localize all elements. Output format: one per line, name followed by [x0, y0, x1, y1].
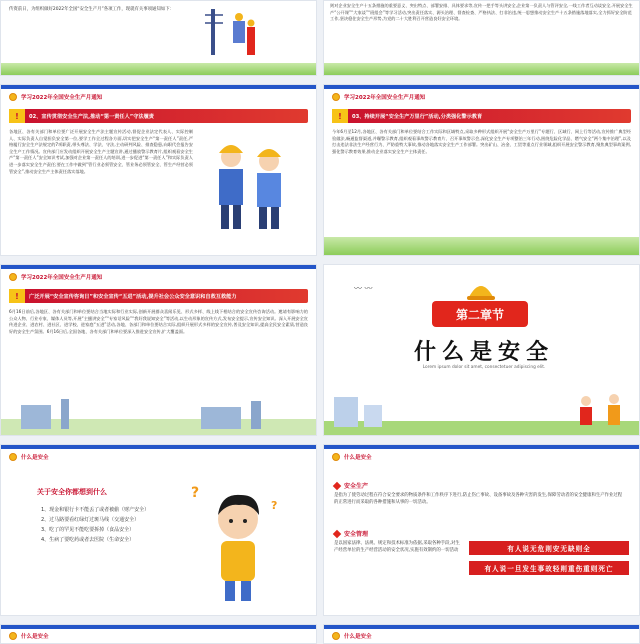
- slide-header-title: 什么是安全: [21, 634, 49, 640]
- helmet-icon: [9, 93, 17, 101]
- diamond-bullet-icon: [333, 481, 341, 489]
- notice-body-text: 则对企业安全生产十五条措施的重要意义、突出特点、部署安排、具体要求等,宣传一把手等头讲安全,企业第一负责人与管评安全,一线工作者互动谈安全,开展安全生产“公开课”“大家谈”“班组会”等学习活动,突出责任落实、源头治理、督查检查、严格执法、打非治违,统一思想推动安全生产十五条措施落地落实,全力抓好安全防范工作,坚决稳住安全生产形势,为党的二十大胜利召开营造良好安全环境。: [330, 3, 633, 22]
- production-safety-section: [334, 481, 624, 506]
- chapter-cover: [324, 265, 640, 436]
- electric-tower-illustration: [201, 1, 261, 61]
- section-banner: [9, 109, 308, 123]
- birds-decoration: 〰 〰: [354, 284, 373, 293]
- safety-management-section: [334, 529, 464, 554]
- section-body: 是指为了使劳动过程在符合安全要求的物质条件和工作秩序下进行,防止伤亡事故、设备事故及各种灾害的发生,保障劳动者的安全健康和生产作业过程的正常进行而采取的各种措施和从事的一切活动。: [334, 493, 623, 505]
- list-item: 2、过马路要看红绿灯过斑马线（交通安全）: [41, 517, 140, 523]
- slide-header: [324, 629, 639, 643]
- slide-header: [324, 89, 639, 105]
- thinking-boy-illustration: [201, 485, 276, 605]
- section-title: 安全管理: [344, 531, 369, 538]
- slide-header: [1, 89, 316, 105]
- slide-header: [1, 269, 316, 285]
- slide-partial-left[interactable]: [0, 624, 317, 644]
- slide-responsibility[interactable]: [0, 84, 317, 256]
- section-body-text: 6月16日前后,各地区、各有关部门和单位要结合当地实际和行业实际,创新开展群众喜闻乐见、形式多样、线上线下相结合的安全宣传咨询活动。邀请有影响力的公众人物、行业专家、媒体人员等,开展“主播讲安全”“专家话风险”“我好我说知安全”等活动,以生动形象的宣传方式,发布安全提示,宣传安全知识。深入开展安全宣传进企业、进农村、进社区、进学校、进家庭“五进”活动,各地、各部门和单位要结合实际,组织开展形式多样的安全宣传,普及安全知识,提高全民安全素质,营造良好的安全生产氛围。6月16日后,全国各地、各有关部门和单位要深入推进安全宣传,扩大覆盖面。: [9, 309, 308, 334]
- slide-header-title: 什么是安全: [344, 634, 372, 640]
- helmet-icon: [9, 453, 17, 461]
- section-body: 是以国家法律、法规、规定和技术标准为依据,采取各种手段,对生产经营单位的生产经营活动的安全状况,实施有效制约的一切活动: [334, 541, 460, 553]
- section-banner: [332, 109, 631, 123]
- helmet-icon: [332, 93, 340, 101]
- grass-decoration: [1, 63, 316, 75]
- grass-decoration: [324, 63, 639, 75]
- slide-header-title: 学习2022年全国安全生产月通知: [21, 95, 103, 101]
- slide-partial-right[interactable]: [323, 624, 640, 644]
- section-banner: [9, 289, 308, 303]
- section-banner-text: 广泛开展“安全宣传咨询日”和安全宣传“五进”活动,提升社会公众安全意识和自救互救能力: [29, 293, 237, 300]
- slide-header: [1, 629, 316, 643]
- safety-examples-list: [41, 505, 149, 545]
- section-body-text: 今年6月至12月,各地区、各有关部门和单位要结合工作实际和区域特点,采取多种形式组织开展“安全生产万里行”专题行、区域行、网上行等活动,宣传推广典型经验做法,畅通监督渠道,并曝警示教育,组织观看事故警示教育片、召开事故警示会,深化安全生产专项整治三年行动,围绕危险化学品、燃气安全“两个集中治理”,以及打击违法非法生产经营行为、严防重特大事故,推动各地落实安全生产工作部署。突出矿山、冶金、工贸等重点行业领域,组织开展安全警示教育,聚焦典型事故案例,强化警示教育效果,推动企业落实安全生产主体责任。: [332, 129, 631, 154]
- slide-chapter-two[interactable]: [323, 264, 640, 436]
- question-mark-icon: ?: [191, 485, 200, 501]
- section-body-text: 各地区、各有关部门和单位要广泛开展安全生产法主题宣传活动,督促企业法定代表人、实际控制人、实际负责人自觉担负安全第一位,要学工作全过程各方面,切实把安全生产“第一责任人”责任,严格履行安全生产法规定的7项职责,带头尊法、学法、守法,主动研判风险、排查隐患,向职代会报告安全生产工作情况。宣传部门应发动组织开展安全生产主题宣讲,通过播放警示教育片,组织观看安全生产“第一责任人”安全知识考试,加强对企业第一责任人的培训,进一步促进“第一责任人”和实际负责人进一步落实安全生产责任;要在工作中做到“管行业必须管安全、管业务必须管安全、管生产经营必须管安全”,推动安全生产主体责任落实落地。: [9, 129, 193, 174]
- slide-header-title: 学习2022年全国安全生产月通知: [21, 275, 103, 281]
- grass-decoration: [324, 237, 639, 255]
- slogan-banner: 有人说一旦发生事故轻则重伤重则死亡: [469, 561, 629, 575]
- slide-safety-definition[interactable]: [323, 444, 640, 616]
- warning-icon: !: [9, 109, 25, 123]
- notice-intro-text: 传资前日，为组织做好2022年全国“安全生产月”各项工作，现就有关事项通知如下：: [9, 7, 175, 12]
- construction-workers-illustration: [324, 387, 640, 436]
- list-item: 4、生病了要吃药或者去医院（生命安全）: [41, 537, 135, 543]
- slide-header: [324, 449, 639, 465]
- hardhat-icon: [467, 277, 495, 301]
- helmet-icon: [332, 453, 340, 461]
- list-item: 3、吃了的罕见不能吃要拆掉（食品安全）: [41, 527, 135, 533]
- diamond-bullet-icon: [333, 529, 341, 537]
- workers-illustration: [201, 127, 301, 237]
- chapter-badge: 第二章节: [432, 301, 528, 327]
- slogan-banner: 有人说无危则安无缺则全: [469, 541, 629, 555]
- section-banner-text: 02、宣传贯彻安全生产法,推动“第一责任人”守法履责: [29, 113, 154, 120]
- section-banner-text: 03、持续开展“安全生产万里行”活动,分类强化警示教育: [352, 113, 483, 120]
- helmet-icon: [9, 632, 17, 640]
- slide-header-title: 什么是安全: [344, 455, 372, 461]
- section-title: 安全生产: [344, 483, 369, 490]
- chapter-title: 什么是安全: [413, 340, 554, 365]
- question-title: 关于安全你都想到什么: [37, 488, 107, 496]
- warning-icon: !: [332, 109, 348, 123]
- helmet-icon: [9, 273, 17, 281]
- slide-top-left[interactable]: [0, 0, 317, 76]
- question-mark-icon: ?: [271, 499, 278, 512]
- factory-skyline-illustration: [1, 399, 317, 435]
- slide-top-right[interactable]: [323, 0, 640, 76]
- slide-header-title: 什么是安全: [21, 455, 49, 461]
- slide-what-is-safety-question[interactable]: [0, 444, 317, 616]
- slide-publicity[interactable]: [0, 264, 317, 436]
- slide-header-title: 学习2022年全国安全生产月通知: [344, 95, 426, 101]
- chapter-subtitle: Lorem ipsum dolor sit amet, consectetuer adipiscing elit.: [422, 365, 546, 370]
- slide-header: [1, 449, 316, 465]
- slide-safety-tour[interactable]: [323, 84, 640, 256]
- list-item: 1、现金和银行卡不能丢了或者被偷（财产安全）: [41, 507, 150, 513]
- warning-icon: !: [9, 289, 25, 303]
- helmet-icon: [332, 632, 340, 640]
